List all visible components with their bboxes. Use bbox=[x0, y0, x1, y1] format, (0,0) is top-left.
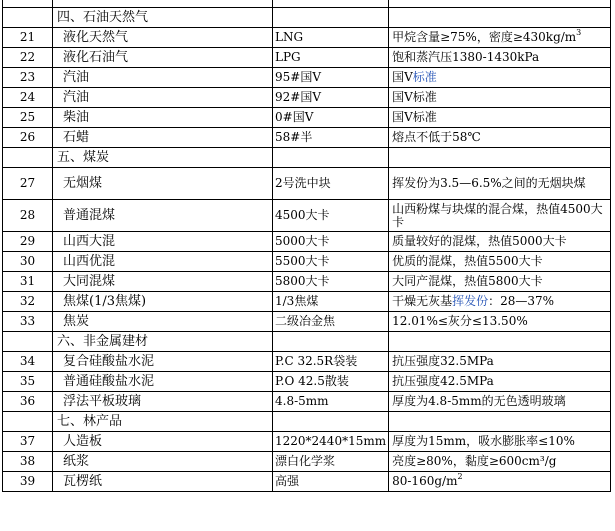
table-row bbox=[3, 272, 611, 292]
standard-highlight-text: 标准 bbox=[412, 70, 437, 84]
row-number: 28 bbox=[3, 200, 53, 232]
standard-tail-text: ：28—37% bbox=[488, 294, 555, 308]
spec-cell bbox=[273, 8, 389, 28]
product-spec: 5500大卡 bbox=[273, 252, 389, 272]
spec-cell bbox=[273, 332, 389, 352]
table-body bbox=[3, 0, 611, 492]
product-name-cell bbox=[53, 0, 273, 8]
category-row bbox=[3, 412, 611, 432]
unit-superscript: 3 bbox=[576, 28, 582, 37]
row-number-cell bbox=[3, 332, 53, 352]
row-number: 32 bbox=[3, 292, 53, 312]
category-label: 七、林产品 bbox=[53, 412, 273, 432]
product-spec: 5000大卡 bbox=[273, 232, 389, 252]
product-name: 人造板 bbox=[53, 432, 273, 452]
quality-standard bbox=[389, 472, 611, 492]
table-row bbox=[3, 392, 611, 412]
standard-text: 厚度为4.8-5mm的无色透明玻璃 bbox=[392, 394, 566, 408]
row-number-cell bbox=[3, 8, 53, 28]
product-spec: 漂白化学浆 bbox=[273, 452, 389, 472]
standard-text: 抗压强度32.5MPa bbox=[392, 354, 494, 368]
product-spec: 1220*2440*15mm bbox=[273, 432, 389, 452]
product-spec: LPG bbox=[273, 48, 389, 68]
product-name: 汽油 bbox=[53, 68, 273, 88]
product-spec: P.O 42.5散装 bbox=[273, 372, 389, 392]
product-name: 瓦楞纸 bbox=[53, 472, 273, 492]
standard-text: 12.01%≤灰分≤13.50% bbox=[392, 314, 528, 328]
product-name: 液化石油气 bbox=[53, 48, 273, 68]
quality-standard bbox=[389, 68, 611, 88]
table-row bbox=[3, 200, 611, 232]
standard-text: 国Ⅴ标准 bbox=[392, 90, 437, 104]
product-spec: 58#半 bbox=[273, 128, 389, 148]
product-spec: 2号洗中块 bbox=[273, 168, 389, 200]
standard-text: 甲烷含量≥75%，密度≥430kg/m bbox=[392, 30, 577, 44]
quality-standard bbox=[389, 352, 611, 372]
row-number: 39 bbox=[3, 472, 53, 492]
category-label: 五、煤炭 bbox=[53, 148, 273, 168]
category-label: 四、石油天然气 bbox=[53, 8, 273, 28]
quality-standard bbox=[389, 108, 611, 128]
product-name: 山西大混 bbox=[53, 232, 273, 252]
row-number: 37 bbox=[3, 432, 53, 452]
row-number: 33 bbox=[3, 312, 53, 332]
product-name: 浮法平板玻璃 bbox=[53, 392, 273, 412]
product-name: 纸浆 bbox=[53, 452, 273, 472]
product-spec: 4500大卡 bbox=[273, 200, 389, 232]
standard-text: 80-160g/m bbox=[392, 474, 458, 488]
quality-standard bbox=[389, 48, 611, 68]
product-spec: 4.8-5mm bbox=[273, 392, 389, 412]
product-spec: 1/3焦煤 bbox=[273, 292, 389, 312]
row-number: 22 bbox=[3, 48, 53, 68]
quality-standard bbox=[389, 432, 611, 452]
product-spec: LNG bbox=[273, 28, 389, 48]
quality-standard bbox=[389, 272, 611, 292]
table-row bbox=[3, 452, 611, 472]
table-row bbox=[3, 232, 611, 252]
quality-standard bbox=[389, 232, 611, 252]
product-name: 柴油 bbox=[53, 108, 273, 128]
product-name: 石蜡 bbox=[53, 128, 273, 148]
standard-text: 国Ⅴ bbox=[392, 70, 413, 84]
product-name: 焦煤(1/3焦煤) bbox=[53, 292, 273, 312]
row-number-cell bbox=[3, 0, 53, 8]
standard-text: 大同产混煤，热值5800大卡 bbox=[392, 274, 543, 288]
table-row bbox=[3, 48, 611, 68]
standard-highlight-text: 挥发份 bbox=[452, 294, 489, 308]
row-number: 38 bbox=[3, 452, 53, 472]
quality-standard bbox=[389, 168, 611, 200]
row-number: 36 bbox=[3, 392, 53, 412]
quality-standard bbox=[389, 252, 611, 272]
standard-text: 厚度为15mm，吸水膨胀率≤10% bbox=[392, 434, 575, 448]
quality-standard bbox=[389, 28, 611, 48]
table-row bbox=[3, 292, 611, 312]
category-row bbox=[3, 332, 611, 352]
product-name: 复合硅酸盐水泥 bbox=[53, 352, 273, 372]
table-row bbox=[3, 252, 611, 272]
product-spec-table bbox=[2, 0, 611, 492]
row-number: 21 bbox=[3, 28, 53, 48]
standard-cell bbox=[389, 412, 611, 432]
row-number: 34 bbox=[3, 352, 53, 372]
quality-standard bbox=[389, 392, 611, 412]
product-spec: 5800大卡 bbox=[273, 272, 389, 292]
table-row bbox=[3, 432, 611, 452]
product-spec: 二级冶金焦 bbox=[273, 312, 389, 332]
table-row bbox=[3, 68, 611, 88]
spec-cell bbox=[273, 0, 389, 8]
row-number-cell bbox=[3, 412, 53, 432]
quality-standard bbox=[389, 200, 611, 232]
table-row bbox=[3, 372, 611, 392]
quality-standard bbox=[389, 128, 611, 148]
row-number: 23 bbox=[3, 68, 53, 88]
standard-text: 亮度≥80%，黏度≥600cm³/g bbox=[392, 454, 557, 468]
table-row bbox=[3, 352, 611, 372]
standard-text: 山西粉煤与块煤的混合煤，热值4500大卡 bbox=[392, 201, 603, 229]
spec-cell bbox=[273, 148, 389, 168]
product-spec: 92#国Ⅴ bbox=[273, 88, 389, 108]
product-name: 普通硅酸盐水泥 bbox=[53, 372, 273, 392]
standard-cell bbox=[389, 8, 611, 28]
product-name: 无烟煤 bbox=[53, 168, 273, 200]
quality-standard bbox=[389, 372, 611, 392]
row-number: 27 bbox=[3, 168, 53, 200]
row-number-cell bbox=[3, 148, 53, 168]
quality-standard bbox=[389, 312, 611, 332]
standard-cell bbox=[389, 0, 611, 8]
spec-cell bbox=[273, 412, 389, 432]
product-spec: P.C 32.5R袋装 bbox=[273, 352, 389, 372]
standard-text: 国Ⅴ标准 bbox=[392, 110, 437, 124]
row-number: 29 bbox=[3, 232, 53, 252]
table-row bbox=[3, 88, 611, 108]
row-number: 24 bbox=[3, 88, 53, 108]
table-row bbox=[3, 312, 611, 332]
category-row bbox=[3, 148, 611, 168]
unit-superscript: 2 bbox=[457, 472, 463, 481]
quality-standard bbox=[389, 292, 611, 312]
standard-text: 饱和蒸汽压1380-1430kPa bbox=[392, 50, 540, 64]
standard-text: 熔点不低于58℃ bbox=[392, 130, 481, 144]
table-row bbox=[3, 128, 611, 148]
quality-standard bbox=[389, 452, 611, 472]
category-label: 六、非金属建材 bbox=[53, 332, 273, 352]
product-name: 液化天然气 bbox=[53, 28, 273, 48]
table-row bbox=[3, 472, 611, 492]
standard-text: 抗压强度42.5MPa bbox=[392, 374, 494, 388]
row-number: 31 bbox=[3, 272, 53, 292]
row-number: 30 bbox=[3, 252, 53, 272]
table-row bbox=[3, 108, 611, 128]
product-name: 山西优混 bbox=[53, 252, 273, 272]
product-name: 汽油 bbox=[53, 88, 273, 108]
product-spec: 0#国Ⅴ bbox=[273, 108, 389, 128]
standard-text: 挥发份为3.5—6.5%之间的无烟块煤 bbox=[392, 176, 586, 190]
standard-text: 干燥无灰基 bbox=[392, 294, 453, 308]
product-spec: 高强 bbox=[273, 472, 389, 492]
row-number: 35 bbox=[3, 372, 53, 392]
product-name: 焦炭 bbox=[53, 312, 273, 332]
product-spec: 95#国Ⅴ bbox=[273, 68, 389, 88]
product-name: 普通混煤 bbox=[53, 200, 273, 232]
row-number: 25 bbox=[3, 108, 53, 128]
product-name: 大同混煤 bbox=[53, 272, 273, 292]
category-row bbox=[3, 8, 611, 28]
table-row bbox=[3, 168, 611, 200]
standard-text: 优质的混煤，热值5500大卡 bbox=[392, 254, 543, 268]
row-number: 26 bbox=[3, 128, 53, 148]
table-row-partial bbox=[3, 0, 611, 8]
standard-cell bbox=[389, 148, 611, 168]
quality-standard bbox=[389, 88, 611, 108]
standard-cell bbox=[389, 332, 611, 352]
table-row bbox=[3, 28, 611, 48]
standard-text: 质量较好的混煤，热值5000大卡 bbox=[392, 234, 567, 248]
